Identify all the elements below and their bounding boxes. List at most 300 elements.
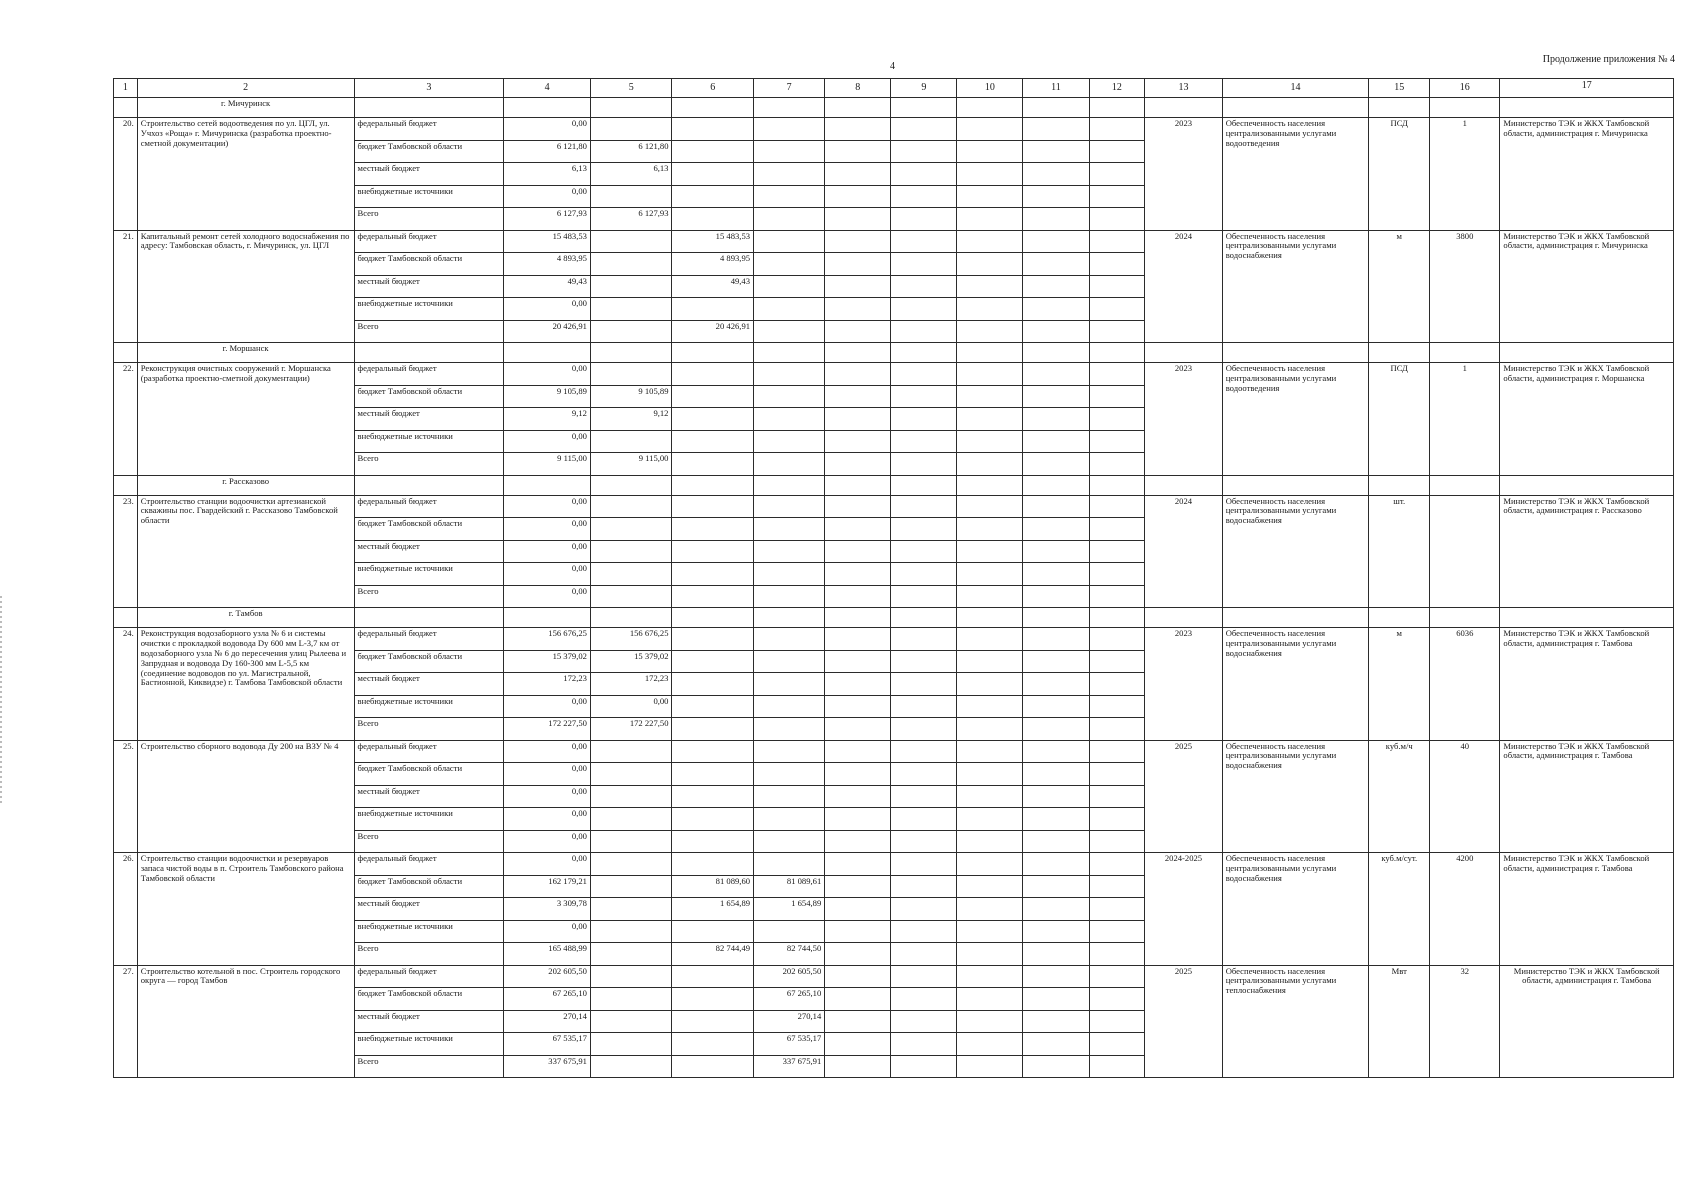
funding-source: Всего xyxy=(354,208,504,231)
city-row-blank xyxy=(754,343,825,363)
amount-2024 xyxy=(672,453,754,476)
amount-total: 0,00 xyxy=(504,785,591,808)
city-row-blank xyxy=(504,475,591,495)
amount-2023 xyxy=(590,1033,672,1056)
city-row-blank xyxy=(590,343,672,363)
amount-2025: 270,14 xyxy=(754,1010,825,1033)
column-header-9: 9 xyxy=(891,79,957,98)
city-row-blank xyxy=(1145,475,1222,495)
amount-col-11 xyxy=(1023,140,1089,163)
amount-total: 0,00 xyxy=(504,495,591,518)
amount-2024 xyxy=(672,185,754,208)
project-number: 24. xyxy=(114,628,138,741)
amount-col-12 xyxy=(1089,898,1145,921)
indicator-value: 1 xyxy=(1430,363,1500,476)
amount-2025: 81 089,61 xyxy=(754,875,825,898)
implementation-year: 2024 xyxy=(1145,230,1222,343)
amount-col-10 xyxy=(957,943,1023,966)
amount-2025: 82 744,50 xyxy=(754,943,825,966)
amount-col-11 xyxy=(1023,718,1089,741)
amount-col-9 xyxy=(891,740,957,763)
unit: м xyxy=(1369,230,1430,343)
amount-2023: 9 115,00 xyxy=(590,453,672,476)
amount-total: 172 227,50 xyxy=(504,718,591,741)
amount-col-11 xyxy=(1023,1010,1089,1033)
indicator-value: 32 xyxy=(1430,965,1500,1078)
amount-col-11 xyxy=(1023,830,1089,853)
amount-col-11 xyxy=(1023,808,1089,831)
amount-col-9 xyxy=(891,230,957,253)
amount-2024: 81 089,60 xyxy=(672,875,754,898)
amount-col-12 xyxy=(1089,163,1145,186)
amount-col-10 xyxy=(957,718,1023,741)
indicator-name: Обеспеченность населения централизованными услугами водоснабжения xyxy=(1222,495,1369,608)
amount-col-12 xyxy=(1089,320,1145,343)
city-row xyxy=(114,608,1674,628)
amount-col-9 xyxy=(891,563,957,586)
amount-2024 xyxy=(672,763,754,786)
amount-col-11 xyxy=(1023,540,1089,563)
city-row-blank xyxy=(957,475,1023,495)
amount-col-12 xyxy=(1089,988,1145,1011)
amount-col-8 xyxy=(825,763,891,786)
city-name: г. Моршанск xyxy=(137,343,354,363)
column-header-12: 12 xyxy=(1089,79,1145,98)
amount-col-10 xyxy=(957,628,1023,651)
amount-col-10 xyxy=(957,965,1023,988)
amount-col-10 xyxy=(957,540,1023,563)
amount-2023 xyxy=(590,830,672,853)
city-row-blank xyxy=(1145,343,1222,363)
amount-col-11 xyxy=(1023,495,1089,518)
amount-col-8 xyxy=(825,740,891,763)
amount-col-10 xyxy=(957,563,1023,586)
amount-2024 xyxy=(672,965,754,988)
amount-2023: 172 227,50 xyxy=(590,718,672,741)
funding-row xyxy=(114,230,1674,253)
funding-row xyxy=(114,495,1674,518)
funding-source: внебюджетные источники xyxy=(354,1033,504,1056)
amount-2024 xyxy=(672,563,754,586)
city-row-blank xyxy=(1023,608,1089,628)
amount-2024 xyxy=(672,1033,754,1056)
funding-source: бюджет Тамбовской области xyxy=(354,140,504,163)
amount-col-12 xyxy=(1089,185,1145,208)
city-row-blank xyxy=(1089,475,1145,495)
continuation-note: Продолжение приложения № 4 xyxy=(1542,54,1675,65)
city-row-blank xyxy=(825,608,891,628)
amount-2024: 49,43 xyxy=(672,275,754,298)
amount-col-11 xyxy=(1023,363,1089,386)
amount-2023 xyxy=(590,740,672,763)
city-row-blank xyxy=(1089,343,1145,363)
amount-col-12 xyxy=(1089,965,1145,988)
amount-2023 xyxy=(590,920,672,943)
project-name: Строительство сборного водовода Ду 200 на ВЗУ № 4 xyxy=(137,740,354,853)
funding-source: федеральный бюджет xyxy=(354,628,504,651)
amount-2025 xyxy=(754,275,825,298)
amount-2024 xyxy=(672,430,754,453)
city-row xyxy=(114,343,1674,363)
amount-2024 xyxy=(672,830,754,853)
amount-2023 xyxy=(590,1010,672,1033)
city-row-blank xyxy=(1430,98,1500,118)
amount-col-9 xyxy=(891,585,957,608)
amount-col-10 xyxy=(957,408,1023,431)
funding-source: Всего xyxy=(354,1055,504,1078)
city-row-blank xyxy=(1369,98,1430,118)
amount-total: 202 605,50 xyxy=(504,965,591,988)
amount-col-8 xyxy=(825,1055,891,1078)
amount-total: 0,00 xyxy=(504,695,591,718)
amount-col-12 xyxy=(1089,118,1145,141)
amount-2024 xyxy=(672,385,754,408)
city-row-blank xyxy=(891,343,957,363)
amount-2023 xyxy=(590,563,672,586)
amount-2024 xyxy=(672,118,754,141)
amount-col-12 xyxy=(1089,763,1145,786)
amount-col-12 xyxy=(1089,540,1145,563)
amount-col-10 xyxy=(957,740,1023,763)
amount-total: 0,00 xyxy=(504,118,591,141)
project-name: Строительство станции водоочистки артезианской скважины пос. Гвардейский г. Рассказово Тамбовской области xyxy=(137,495,354,608)
amount-2025 xyxy=(754,785,825,808)
amount-col-10 xyxy=(957,920,1023,943)
amount-total: 0,00 xyxy=(504,518,591,541)
amount-2024 xyxy=(672,853,754,876)
amount-col-11 xyxy=(1023,430,1089,453)
amount-col-12 xyxy=(1089,495,1145,518)
amount-col-8 xyxy=(825,808,891,831)
amount-col-12 xyxy=(1089,298,1145,321)
project-name: Строительство станции водоочистки и резервуаров запаса чистой воды в п. Строитель Тамбовского района Тамбовской области xyxy=(137,853,354,966)
funding-source: Всего xyxy=(354,320,504,343)
amount-2025 xyxy=(754,430,825,453)
amount-2025 xyxy=(754,320,825,343)
amount-col-8 xyxy=(825,830,891,853)
city-row-blank xyxy=(114,475,138,495)
amount-2023 xyxy=(590,518,672,541)
amount-col-11 xyxy=(1023,320,1089,343)
city-name: г. Рассказово xyxy=(137,475,354,495)
amount-2023 xyxy=(590,853,672,876)
amount-total: 20 426,91 xyxy=(504,320,591,343)
city-row-blank xyxy=(504,343,591,363)
amount-2024 xyxy=(672,540,754,563)
amount-2024 xyxy=(672,718,754,741)
amount-col-9 xyxy=(891,785,957,808)
amount-col-8 xyxy=(825,718,891,741)
amount-2025 xyxy=(754,740,825,763)
amount-col-10 xyxy=(957,253,1023,276)
unit: ПСД xyxy=(1369,363,1430,476)
amount-2023 xyxy=(590,185,672,208)
city-row-blank xyxy=(1222,98,1369,118)
amount-col-12 xyxy=(1089,453,1145,476)
amount-col-9 xyxy=(891,853,957,876)
amount-col-10 xyxy=(957,1055,1023,1078)
amount-col-8 xyxy=(825,673,891,696)
amount-col-8 xyxy=(825,695,891,718)
amount-col-8 xyxy=(825,650,891,673)
amount-col-8 xyxy=(825,628,891,651)
amount-2023: 6,13 xyxy=(590,163,672,186)
amount-total: 67 265,10 xyxy=(504,988,591,1011)
amount-col-11 xyxy=(1023,563,1089,586)
amount-2025 xyxy=(754,650,825,673)
amount-2025 xyxy=(754,695,825,718)
amount-total: 49,43 xyxy=(504,275,591,298)
amount-col-9 xyxy=(891,695,957,718)
amount-2025 xyxy=(754,298,825,321)
amount-col-8 xyxy=(825,785,891,808)
amount-col-9 xyxy=(891,385,957,408)
amount-col-10 xyxy=(957,275,1023,298)
amount-2023: 172,23 xyxy=(590,673,672,696)
funding-source: бюджет Тамбовской области xyxy=(354,875,504,898)
amount-2024 xyxy=(672,673,754,696)
funding-source: бюджет Тамбовской области xyxy=(354,988,504,1011)
amount-col-8 xyxy=(825,385,891,408)
amount-col-12 xyxy=(1089,585,1145,608)
column-header-10: 10 xyxy=(957,79,1023,98)
project-number: 20. xyxy=(114,118,138,231)
amount-2023 xyxy=(590,275,672,298)
amount-col-10 xyxy=(957,673,1023,696)
funding-source: Всего xyxy=(354,943,504,966)
amount-col-11 xyxy=(1023,585,1089,608)
amount-col-8 xyxy=(825,898,891,921)
unit: куб.м/ч xyxy=(1369,740,1430,853)
column-header-1: 1 xyxy=(114,79,138,98)
amount-col-12 xyxy=(1089,363,1145,386)
amount-2023 xyxy=(590,1055,672,1078)
amount-col-11 xyxy=(1023,1033,1089,1056)
amount-col-10 xyxy=(957,518,1023,541)
amount-col-12 xyxy=(1089,718,1145,741)
amount-col-12 xyxy=(1089,808,1145,831)
city-row-blank xyxy=(1023,98,1089,118)
city-row-blank xyxy=(1430,343,1500,363)
amount-total: 6,13 xyxy=(504,163,591,186)
amount-2025 xyxy=(754,495,825,518)
amount-col-8 xyxy=(825,563,891,586)
funding-source: внебюджетные источники xyxy=(354,920,504,943)
amount-2025 xyxy=(754,163,825,186)
city-row-blank xyxy=(114,343,138,363)
project-number: 27. xyxy=(114,965,138,1078)
responsible-executor: Министерство ТЭК и ЖКХ Тамбовской области, администрация г. Рассказово xyxy=(1500,495,1674,608)
amount-col-10 xyxy=(957,185,1023,208)
indicator-value xyxy=(1430,495,1500,608)
amount-col-11 xyxy=(1023,740,1089,763)
implementation-year: 2023 xyxy=(1145,628,1222,741)
amount-2025 xyxy=(754,185,825,208)
amount-col-9 xyxy=(891,495,957,518)
amount-total: 0,00 xyxy=(504,920,591,943)
funding-source: Всего xyxy=(354,830,504,853)
amount-2025 xyxy=(754,230,825,253)
funding-source: внебюджетные источники xyxy=(354,695,504,718)
scan-edge-mark xyxy=(0,596,2,806)
funding-source: внебюджетные источники xyxy=(354,430,504,453)
amount-col-11 xyxy=(1023,875,1089,898)
amount-col-12 xyxy=(1089,1010,1145,1033)
amount-col-9 xyxy=(891,808,957,831)
amount-2025: 1 654,89 xyxy=(754,898,825,921)
amount-2024 xyxy=(672,808,754,831)
city-row-blank xyxy=(354,608,504,628)
implementation-year: 2025 xyxy=(1145,965,1222,1078)
city-row-blank xyxy=(1430,475,1500,495)
amount-col-10 xyxy=(957,830,1023,853)
city-row-blank xyxy=(504,608,591,628)
responsible-executor: Министерство ТЭК и ЖКХ Тамбовской области, администрация г. Тамбова xyxy=(1500,740,1674,853)
amount-2025 xyxy=(754,718,825,741)
funding-row xyxy=(114,965,1674,988)
amount-2025 xyxy=(754,830,825,853)
indicator-name: Обеспеченность населения централизованными услугами теплоснабжения xyxy=(1222,965,1369,1078)
amount-col-8 xyxy=(825,230,891,253)
funding-source: местный бюджет xyxy=(354,898,504,921)
responsible-executor: Министерство ТЭК и ЖКХ Тамбовской области, администрация г. Тамбова xyxy=(1500,628,1674,741)
amount-2023 xyxy=(590,118,672,141)
funding-source: местный бюджет xyxy=(354,673,504,696)
amount-2025 xyxy=(754,920,825,943)
amount-col-11 xyxy=(1023,853,1089,876)
project-number: 26. xyxy=(114,853,138,966)
amount-col-10 xyxy=(957,140,1023,163)
amount-col-12 xyxy=(1089,785,1145,808)
amount-col-8 xyxy=(825,208,891,231)
amount-total: 172,23 xyxy=(504,673,591,696)
implementation-year: 2024 xyxy=(1145,495,1222,608)
amount-col-9 xyxy=(891,1033,957,1056)
funding-source: федеральный бюджет xyxy=(354,740,504,763)
amount-col-10 xyxy=(957,695,1023,718)
amount-2023 xyxy=(590,898,672,921)
amount-2023 xyxy=(590,988,672,1011)
amount-total: 0,00 xyxy=(504,185,591,208)
amount-col-12 xyxy=(1089,430,1145,453)
funding-row xyxy=(114,363,1674,386)
amount-2025 xyxy=(754,118,825,141)
amount-2025: 337 675,91 xyxy=(754,1055,825,1078)
amount-col-9 xyxy=(891,163,957,186)
amount-2024: 15 483,53 xyxy=(672,230,754,253)
amount-col-9 xyxy=(891,943,957,966)
amount-2024 xyxy=(672,785,754,808)
amount-col-11 xyxy=(1023,408,1089,431)
funding-source: федеральный бюджет xyxy=(354,118,504,141)
amount-2025 xyxy=(754,453,825,476)
indicator-name: Обеспеченность населения централизованными услугами водоснабжения xyxy=(1222,740,1369,853)
amount-col-8 xyxy=(825,495,891,518)
funding-source: бюджет Тамбовской области xyxy=(354,253,504,276)
funding-row xyxy=(114,740,1674,763)
amount-col-11 xyxy=(1023,763,1089,786)
amount-col-10 xyxy=(957,385,1023,408)
amount-col-11 xyxy=(1023,163,1089,186)
amount-col-9 xyxy=(891,1010,957,1033)
indicator-name: Обеспеченность населения централизованными услугами водоснабжения xyxy=(1222,853,1369,966)
implementation-year: 2023 xyxy=(1145,118,1222,231)
city-row-blank xyxy=(1145,98,1222,118)
amount-col-9 xyxy=(891,965,957,988)
amount-col-11 xyxy=(1023,118,1089,141)
city-row-blank xyxy=(754,608,825,628)
amount-2025 xyxy=(754,540,825,563)
city-row-blank xyxy=(1430,608,1500,628)
amount-2023 xyxy=(590,875,672,898)
amount-2024: 20 426,91 xyxy=(672,320,754,343)
unit: куб.м/сут. xyxy=(1369,853,1430,966)
project-name: Строительство сетей водоотведения по ул. ЦГЛ, ул. Учхоз «Роща» г. Мичуринска (разработка проектно-сметной документации) xyxy=(137,118,354,231)
column-header-6: 6 xyxy=(672,79,754,98)
city-row-blank xyxy=(1089,98,1145,118)
amount-col-10 xyxy=(957,763,1023,786)
amount-col-9 xyxy=(891,408,957,431)
amount-col-9 xyxy=(891,763,957,786)
amount-col-9 xyxy=(891,430,957,453)
amount-col-9 xyxy=(891,650,957,673)
amount-2024 xyxy=(672,695,754,718)
implementation-year: 2023 xyxy=(1145,363,1222,476)
project-number: 23. xyxy=(114,495,138,608)
amount-2025 xyxy=(754,408,825,431)
amount-2023 xyxy=(590,230,672,253)
responsible-executor: Министерство ТЭК и ЖКХ Тамбовской области, администрация г. Мичуринска xyxy=(1500,230,1674,343)
city-row-blank xyxy=(957,608,1023,628)
amount-col-8 xyxy=(825,585,891,608)
amount-total: 15 483,53 xyxy=(504,230,591,253)
responsible-executor: Министерство ТЭК и ЖКХ Тамбовской области, администрация г. Моршанска xyxy=(1500,363,1674,476)
amount-col-8 xyxy=(825,275,891,298)
indicator-value: 6036 xyxy=(1430,628,1500,741)
amount-col-9 xyxy=(891,320,957,343)
amount-col-9 xyxy=(891,363,957,386)
amount-2025 xyxy=(754,628,825,651)
funding-source: местный бюджет xyxy=(354,785,504,808)
project-name: Капитальный ремонт сетей холодного водоснабжения по адресу: Тамбовская область, г. Мичуринск, ул. ЦГЛ xyxy=(137,230,354,343)
city-row-blank xyxy=(1500,475,1674,495)
amount-total: 3 309,78 xyxy=(504,898,591,921)
city-row-blank xyxy=(825,98,891,118)
amount-col-11 xyxy=(1023,518,1089,541)
amount-col-9 xyxy=(891,830,957,853)
column-header-16: 16 xyxy=(1430,79,1500,98)
project-number: 22. xyxy=(114,363,138,476)
amount-2024 xyxy=(672,140,754,163)
amount-col-9 xyxy=(891,1055,957,1078)
amount-col-8 xyxy=(825,430,891,453)
amount-col-9 xyxy=(891,673,957,696)
amount-total: 162 179,21 xyxy=(504,875,591,898)
amount-total: 0,00 xyxy=(504,430,591,453)
city-row-blank xyxy=(1500,343,1674,363)
city-row-blank xyxy=(672,608,754,628)
amount-col-9 xyxy=(891,140,957,163)
city-row-blank xyxy=(754,475,825,495)
funding-source: бюджет Тамбовской области xyxy=(354,385,504,408)
amount-col-12 xyxy=(1089,875,1145,898)
amount-col-10 xyxy=(957,320,1023,343)
amount-2023 xyxy=(590,363,672,386)
responsible-executor: Министерство ТЭК и ЖКХ Тамбовской области, администрация г. Тамбова xyxy=(1500,853,1674,966)
amount-2024 xyxy=(672,1010,754,1033)
amount-2024 xyxy=(672,163,754,186)
amount-col-12 xyxy=(1089,628,1145,651)
